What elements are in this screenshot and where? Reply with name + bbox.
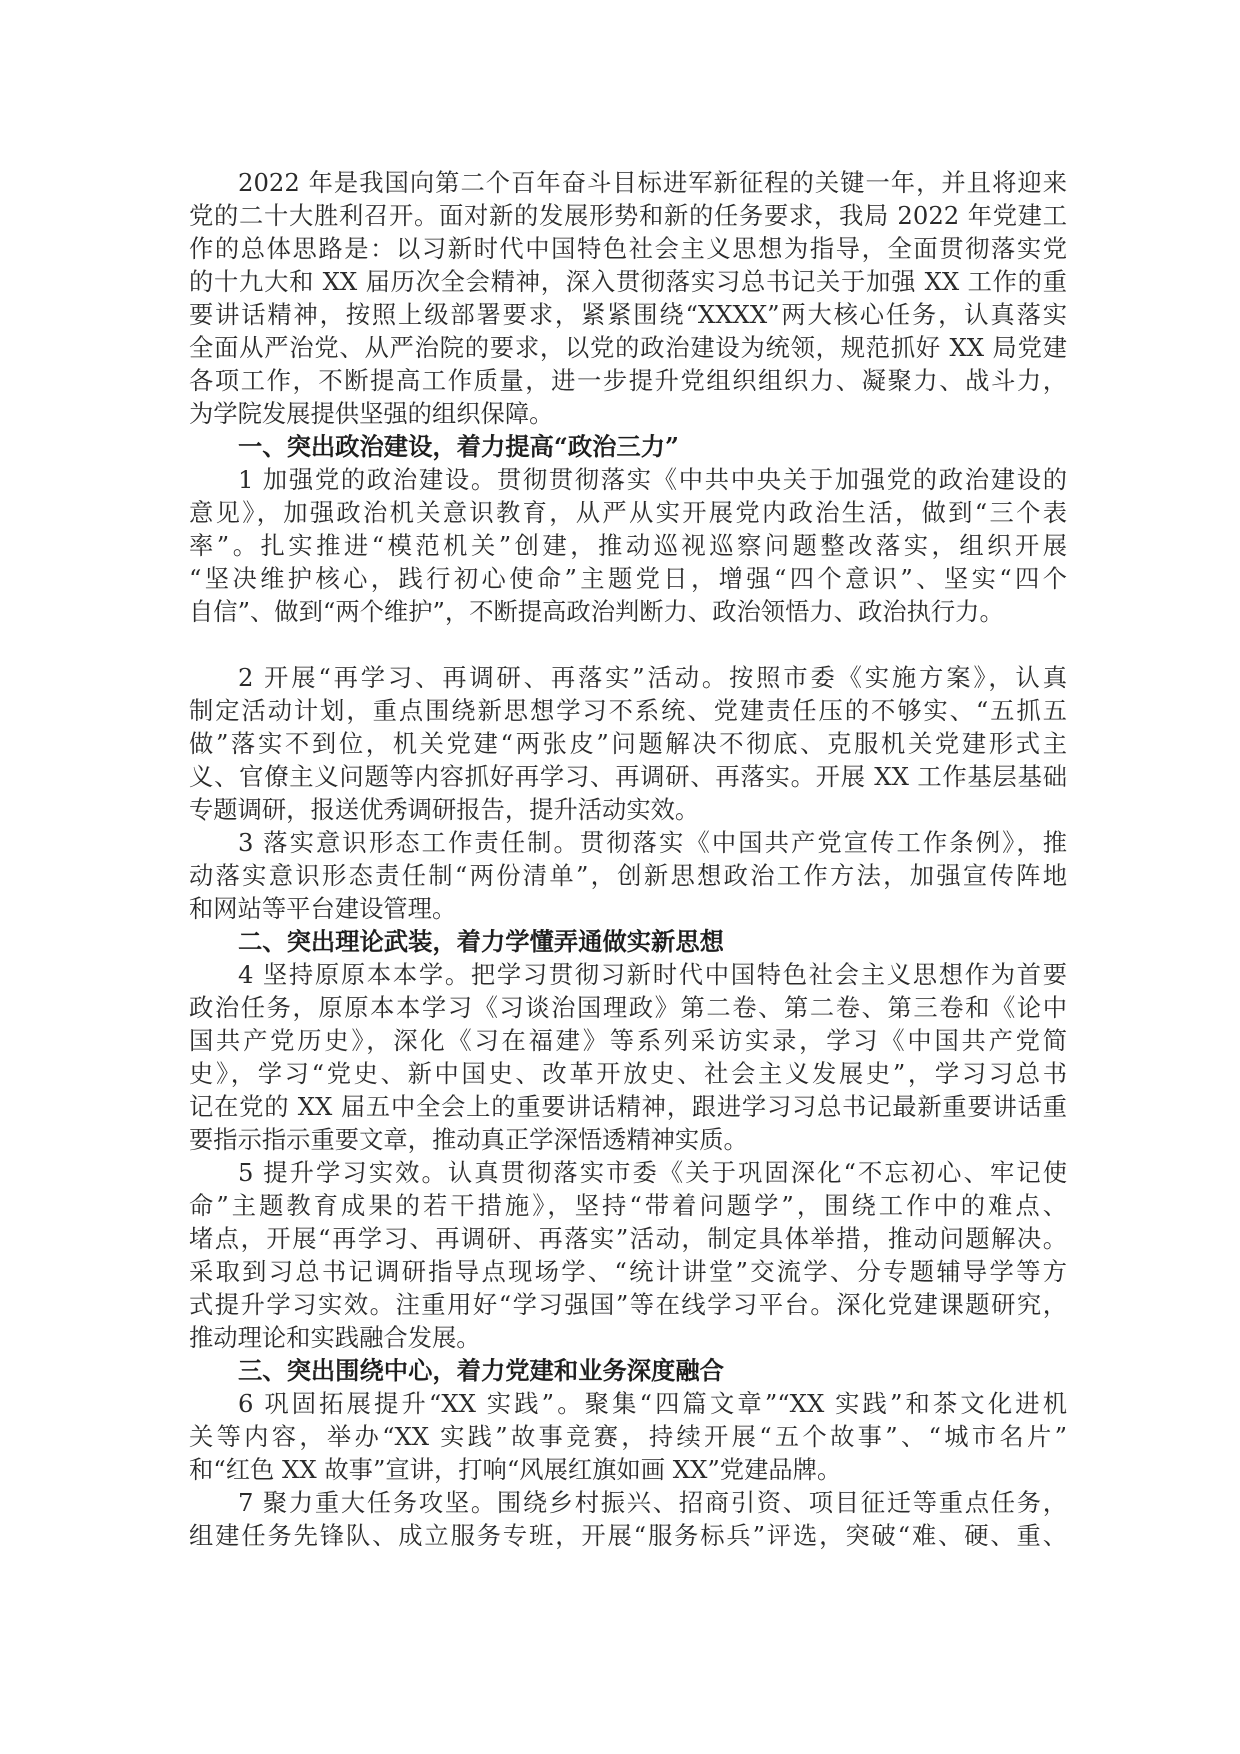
paragraph-line: 1 加强党的政治建设。贯彻贯彻落实《中共中央关于加强党的政治建设的: [238, 465, 1067, 494]
paragraph: [189, 1387, 1067, 1486]
paragraph-line: 政治任务，原原本本学习《习谈治国理政》第二卷、第二卷、第三卷和《论中: [189, 993, 1067, 1022]
blank-line: [189, 628, 1067, 661]
paragraph: [189, 1486, 1067, 1552]
paragraph-line: 命”主题教育成果的若干措施》，坚持“带着问题学”，围绕工作中的难点、: [189, 1191, 1067, 1220]
paragraph-line: 4 坚持原原本本学。把学习贯彻习新时代中国特色社会主义思想作为首要: [238, 960, 1067, 989]
paragraph: [189, 661, 1067, 826]
paragraph-line: 作的总体思路是：以习新时代中国特色社会主义思想为指导，全面贯彻落实党: [189, 234, 1067, 263]
paragraph-line: 的十九大和 XX 届历次全会精神，深入贯彻落实习总书记关于加强 XX 工作的重: [189, 267, 1067, 296]
section-heading: [189, 1354, 1067, 1387]
paragraph-line: 2022 年是我国向第二个百年奋斗目标进军新征程的关键一年，并且将迎来: [238, 168, 1067, 197]
paragraph-line: 率”。扎实推进“模范机关”创建，推动巡视巡察问题整改落实，组织开展: [189, 531, 1067, 560]
paragraph-line: 3 落实意识形态工作责任制。贯彻落实《中国共产党宣传工作条例》，推: [238, 828, 1067, 857]
paragraph-line: 推动理论和实践融合发展。: [189, 1323, 481, 1352]
heading-text: 三、突出围绕中心，着力党建和业务深度融合: [238, 1356, 724, 1385]
paragraph: [189, 463, 1067, 628]
paragraph-line: 自信”、做到“两个维护”，不断提高政治判断力、政治领悟力、政治执行力。: [189, 597, 1004, 626]
paragraph-line: 6 巩固拓展提升“XX 实践”。聚集“四篇文章”“XX 实践”和茶文化进机: [238, 1389, 1067, 1418]
paragraph-line: 和“红色 XX 故事”宣讲，打响“风展红旗如画 XX”党建品牌。: [189, 1455, 842, 1484]
paragraph-line: 式提升学习实效。注重用好“学习强国”等在线学习平台。深化党建课题研究，: [189, 1290, 1067, 1319]
paragraph: [189, 1156, 1067, 1354]
paragraph: [189, 166, 1067, 430]
section-heading: [189, 430, 1067, 463]
paragraph-line: 做”落实不到位，机关党建“两张皮”问题解决不彻底、克服机关党建形式主: [189, 729, 1067, 758]
paragraph-line: 党的二十大胜利召开。面对新的发展形势和新的任务要求，我局 2022 年党建工: [189, 201, 1067, 230]
paragraph-line: 专题调研，报送优秀调研报告，提升活动实效。: [189, 795, 700, 824]
paragraph-line: 采取到习总书记调研指导点现场学、“统计讲堂”交流学、分专题辅导学等方: [189, 1257, 1067, 1286]
paragraph-line: “坚决维护核心，践行初心使命”主题党日，增强“四个意识”、坚实“四个: [189, 564, 1067, 593]
paragraph-line: 为学院发展提供坚强的组织保障。: [189, 399, 554, 428]
paragraph-line: 制定活动计划，重点围绕新思想学习不系统、党建责任压的不够实、“五抓五: [189, 696, 1067, 725]
paragraph-line: 国共产党历史》，深化《习在福建》等系列采访实录，学习《中国共产党简: [189, 1026, 1067, 1055]
section-heading: [189, 925, 1067, 958]
paragraph-line: 要指示指示重要文章，推动真正学深悟透精神实质。: [189, 1125, 748, 1154]
paragraph-line: 2 开展“再学习、再调研、再落实”活动。按照市委《实施方案》，认真: [238, 663, 1067, 692]
paragraph-line: 动落实意识形态责任制“两份清单”，创新思想政治工作方法，加强宣传阵地: [189, 861, 1067, 890]
heading-text: 一、突出政治建设，着力提高“政治三力”: [238, 432, 679, 461]
paragraph-line: 7 聚力重大任务攻坚。围绕乡村振兴、招商引资、项目征迁等重点任务，: [238, 1488, 1067, 1517]
paragraph-line: 5 提升学习实效。认真贯彻落实市委《关于巩固深化“不忘初心、牢记使: [238, 1158, 1067, 1187]
paragraph-line: 记在党的 XX 届五中全会上的重要讲话精神，跟进学习习总书记最新重要讲话重: [189, 1092, 1067, 1121]
paragraph-line: 史》，学习“党史、新中国史、改革开放史、社会主义发展史”，学习习总书: [189, 1059, 1067, 1088]
paragraph-line: 堵点，开展“再学习、再调研、再落实”活动，制定具体举措，推动问题解决。: [189, 1224, 1067, 1253]
paragraph-line: 义、官僚主义问题等内容抓好再学习、再调研、再落实。开展 XX 工作基层基础: [189, 762, 1067, 791]
paragraph: [189, 958, 1067, 1156]
heading-text: 二、突出理论武装，着力学懂弄通做实新思想: [238, 927, 724, 956]
paragraph-line: 要讲话精神，按照上级部署要求，紧紧围绕“XXXX”两大核心任务，认真落实: [189, 300, 1067, 329]
paragraph-line: 各项工作，不断提高工作质量，进一步提升党组织组织力、凝聚力、战斗力，: [189, 366, 1067, 395]
document-body: [189, 166, 1067, 1552]
paragraph-line: 全面从严治党、从严治院的要求，以党的政治建设为统领，规范抓好 XX 局党建: [189, 333, 1067, 362]
paragraph-line: 关等内容，举办“XX 实践”故事竞赛，持续开展“五个故事”、“城市名片”: [189, 1422, 1067, 1451]
paragraph-line: 和网站等平台建设管理。: [189, 894, 457, 923]
paragraph-line: 意见》，加强政治机关意识教育，从严从实开展党内政治生活，做到“三个表: [189, 498, 1067, 527]
paragraph: [189, 826, 1067, 925]
paragraph-line: 组建任务先锋队、成立服务专班，开展“服务标兵”评选，突破“难、硬、重、: [189, 1521, 1067, 1550]
